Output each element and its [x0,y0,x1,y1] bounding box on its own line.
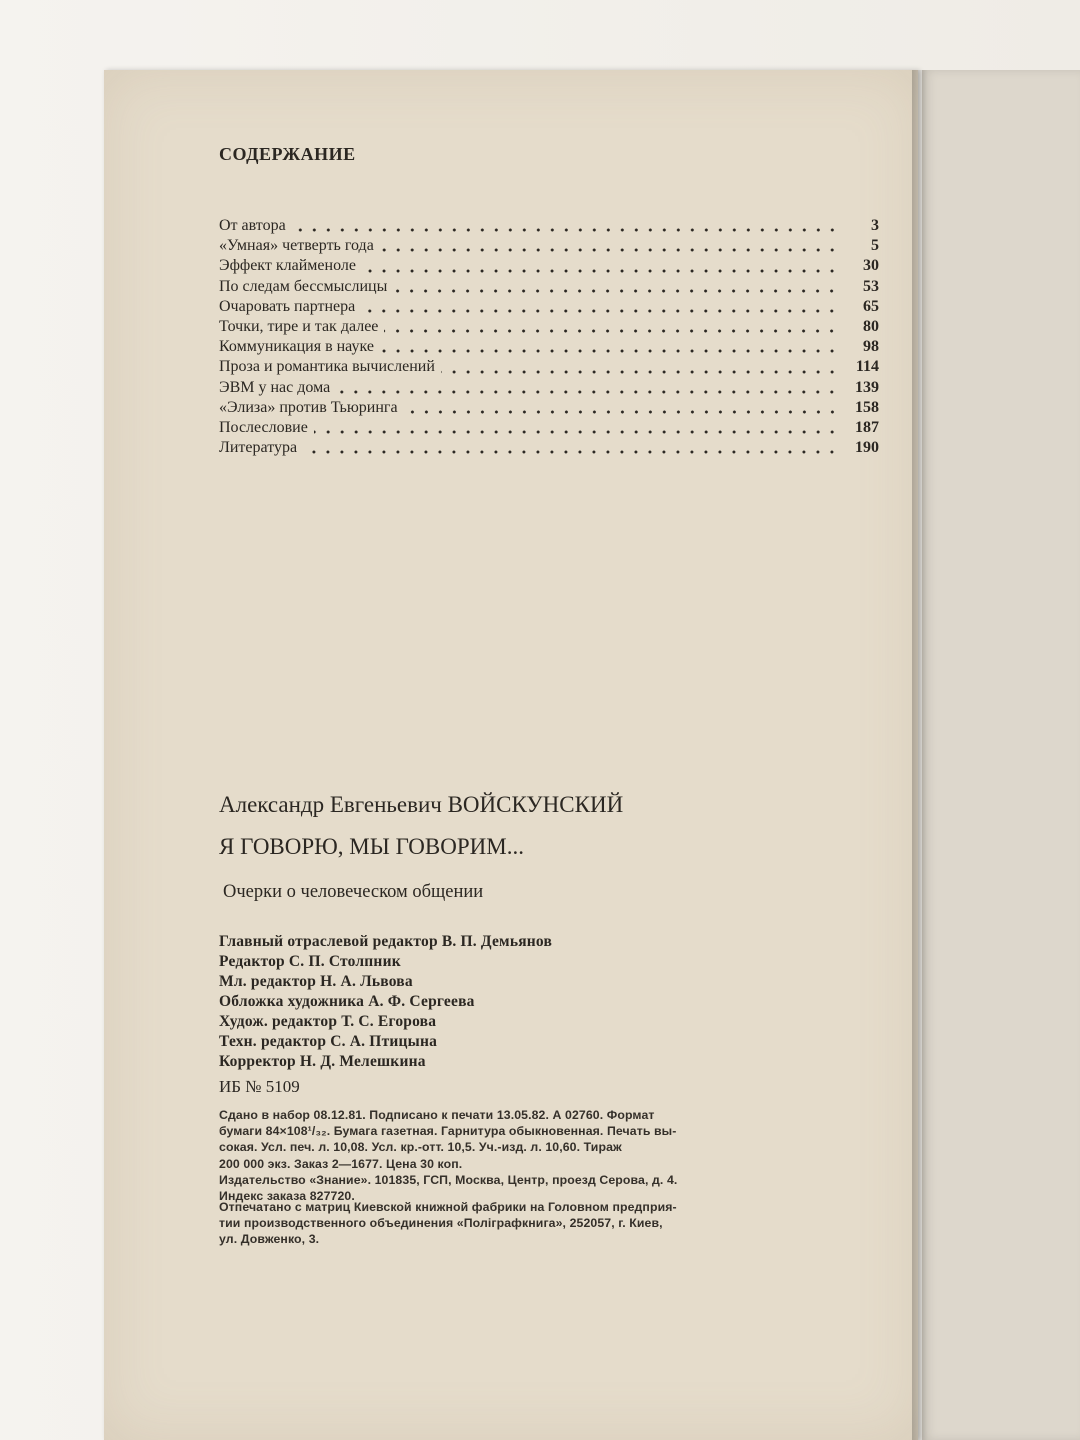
toc-entry-page: 139 [855,378,879,396]
toc-entry-title: Литература [219,439,298,457]
toc-entry-title: ЭВМ у нас дома [219,378,331,396]
toc-leader-dots [384,329,839,333]
toc-leader-dots [404,410,839,414]
credit-line: Главный отраслевой редактор В. П. Демьянов [219,933,553,950]
printer-line: Отпечатано с матриц Киевской книжной фабрики на Головном предприя- [219,1200,677,1214]
imprint-block [219,1107,882,1204]
imprint-line: сокая. Усл. печ. л. 10,08. Усл. кр.-отт. 10,5. Уч.-изд. л. 10,60. Тираж [219,1140,622,1155]
toc-entry [219,277,879,297]
toc-leader-dots [303,450,839,454]
imprint-line: 200 000 экз. Заказ 2—1677. Цена 30 коп. [219,1156,463,1171]
toc-entry [219,236,879,256]
toc-entry [219,297,879,317]
toc-entry-page: 30 [863,257,879,275]
toc-leader-dots [314,430,839,434]
ib-number: ИБ № 5109 [219,1077,300,1096]
spine-shadow [912,70,928,1440]
imprint-line: Индекс заказа 827720. [219,1189,355,1204]
toc-entry-page: 3 [871,217,879,234]
book-subtitle: Очерки о человеческом общении [223,882,484,902]
toc-entry [219,337,879,357]
toc-entry-title: Очаровать партнера [219,297,356,315]
toc-entry [219,418,879,438]
toc-entry [219,357,879,377]
credit-line: Редактор С. П. Столпник [219,953,401,970]
toc-entry-title: «Умная» четверть года [219,237,374,255]
toc-leader-dots [441,370,839,374]
book-author: Александр Евгеньевич ВОЙСКУНСКИЙ [219,792,624,817]
credit-line: Техн. редактор С. А. Птицына [219,1033,438,1050]
toc-entry-page: 65 [863,297,879,315]
toc-entry-title: Проза и романтика вычислений [219,358,435,376]
imprint-line: Сдано в набор 08.12.81. Подписано к печати 13.05.82. А 02760. Формат [219,1108,655,1122]
printer-line: тии производственного объединения «Поліграфкнига», 252057, г. Киев, [219,1216,663,1231]
toc-leader-dots [292,228,839,232]
toc-entry [219,398,879,418]
toc-leader-dots [393,289,839,293]
toc-entry-page: 80 [863,317,879,335]
toc-entry-title: «Элиза» против Тьюринга [219,398,398,416]
printer-block [219,1199,677,1248]
toc-entry-page: 187 [855,418,879,436]
credit-line: Обложка художника А. Ф. Сергеева [219,993,475,1010]
book-page [104,70,918,1440]
toc-entry-page: 114 [855,358,879,376]
toc-leader-dots [380,349,839,353]
toc-entry-title: Точки, тире и так далее [219,317,379,335]
toc-leader-dots [361,309,839,313]
toc-entry [219,216,879,236]
toc-entry-title: Послесловие [219,418,308,436]
credit-line: Мл. редактор Н. А. Львова [219,973,413,990]
credit-line: Корректор Н. Д. Мелешкина [219,1053,426,1070]
toc-entry-page: 190 [855,439,879,457]
toc-entry [219,438,879,458]
facing-page [922,70,1080,1440]
toc-leader-dots [380,248,839,252]
toc-entry-page: 98 [863,338,879,356]
credit-line: Худож. редактор Т. С. Егорова [219,1013,437,1030]
toc-entry-page: 158 [855,398,879,416]
toc-heading: СОДЕРЖАНИЕ [219,144,356,164]
toc-leader-dots [362,269,839,273]
printer-line: ул. Довженко, 3. [219,1232,320,1247]
toc-entry [219,317,879,337]
toc-entry [219,256,879,276]
toc-entry-page: 53 [863,277,879,295]
toc-entry-title: Эффект клайменоле [219,257,356,275]
toc-leader-dots [336,390,839,394]
imprint-line: бумаги 84×108¹/₃₂. Бумага газетная. Гарнитура обыкновенная. Печать вы- [219,1124,677,1139]
table-of-contents [219,216,879,458]
imprint-line: Издательство «Знание». 101835, ГСП, Москва, Центр, проезд Серова, д. 4. [219,1172,678,1187]
credits-list [219,932,552,1072]
toc-entry-title: От автора [219,217,286,234]
toc-entry [219,378,879,398]
toc-entry-page: 5 [871,237,879,255]
toc-entry-title: Коммуникация в науке [219,338,374,356]
toc-entry-title: По следам бессмыслицы [219,277,388,295]
book-title: Я ГОВОРЮ, МЫ ГОВОРИМ... [219,834,524,859]
